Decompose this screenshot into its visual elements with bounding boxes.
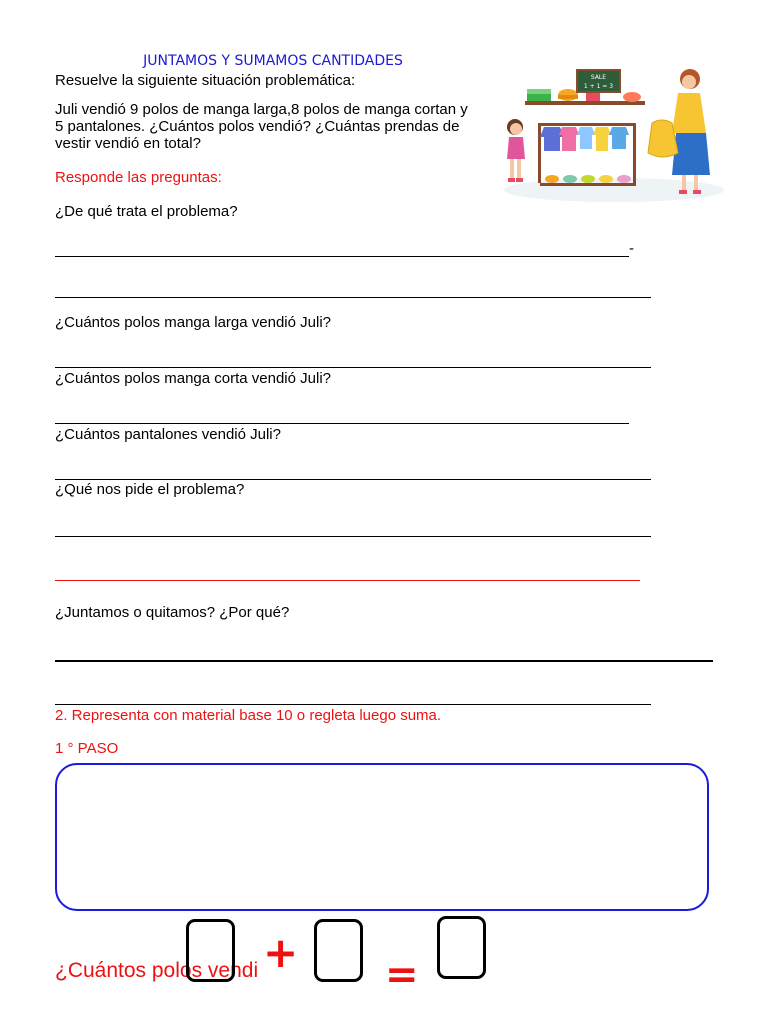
woman-skirt bbox=[672, 133, 710, 175]
hanging-shirt-blue bbox=[540, 127, 564, 151]
result-box[interactable] bbox=[437, 916, 486, 979]
section-2-heading: 2. Representa con material base 10 o regleta luego suma. bbox=[55, 707, 442, 724]
shoe-3 bbox=[581, 175, 595, 183]
question-6: ¿Juntamos o quitamos? ¿Por qué? bbox=[55, 604, 290, 621]
instruction-text: Resuelve la siguiente situación problemática: bbox=[55, 72, 356, 89]
hanging-shirt-pink bbox=[559, 127, 579, 151]
hanging-shirt-teal bbox=[609, 127, 629, 149]
woman-top bbox=[672, 93, 706, 133]
shoe-5 bbox=[617, 175, 631, 183]
woman-leg-left bbox=[682, 175, 686, 191]
worksheet-title: JUNTAMOS Y SUMAMOS CANTIDADES bbox=[143, 53, 403, 69]
hanging-shirt-yellow bbox=[593, 127, 611, 151]
answer-line-1[interactable] bbox=[55, 256, 629, 257]
question-3: ¿Cuántos polos manga corta vendió Juli? bbox=[55, 370, 331, 387]
bottom-question: ¿Cuántos polos vendi bbox=[55, 959, 259, 982]
shoe-2 bbox=[563, 175, 577, 183]
addend-box-1[interactable] bbox=[186, 919, 235, 982]
clothes-rail bbox=[538, 123, 636, 126]
answer-line-2[interactable] bbox=[55, 297, 651, 298]
hat-brim bbox=[558, 95, 578, 99]
hanging-shirt-lightblue bbox=[577, 127, 595, 149]
addend-box-2[interactable] bbox=[314, 919, 363, 982]
clothing-store-illustration bbox=[500, 65, 728, 205]
folded-shirt-light bbox=[527, 89, 551, 94]
problem-line-1: Juli vendió 9 polos de manga larga,8 polos de manga cortan y bbox=[55, 101, 468, 118]
question-4: ¿Cuántos pantalones vendió Juli? bbox=[55, 426, 281, 443]
sale-sign-top: SALE bbox=[590, 74, 607, 81]
girl-face bbox=[510, 123, 522, 135]
shoe-1 bbox=[545, 175, 559, 183]
sale-sign-bottom: 1 + 1 = 3 bbox=[583, 83, 614, 90]
woman-shoe-right bbox=[693, 190, 701, 194]
plus-sign: + bbox=[263, 928, 299, 977]
answer-line-dash: - bbox=[629, 240, 634, 257]
girl-leg-right bbox=[517, 159, 521, 179]
hat-coral bbox=[623, 92, 641, 102]
bottom-shelf bbox=[540, 183, 636, 186]
woman-shoe-left bbox=[679, 190, 687, 194]
question-1: ¿De qué trata el problema? bbox=[55, 203, 238, 220]
woman-leg-right bbox=[694, 175, 698, 191]
responde-heading: Responde las preguntas: bbox=[55, 169, 222, 186]
question-5: ¿Qué nos pide el problema? bbox=[55, 481, 245, 498]
answer-line-3[interactable] bbox=[55, 367, 651, 368]
top-shelf bbox=[525, 101, 645, 105]
answer-line-6[interactable] bbox=[55, 536, 651, 537]
girl-dress bbox=[507, 137, 525, 159]
problem-line-3: vestir vendió en total? bbox=[55, 135, 201, 152]
folded-shirt-green bbox=[527, 93, 551, 101]
rack-post-right bbox=[633, 123, 636, 183]
girl-leg-left bbox=[510, 159, 514, 179]
floor-shadow bbox=[504, 178, 724, 202]
equals-sign: = bbox=[385, 952, 419, 998]
question-2: ¿Cuántos polos manga larga vendió Juli? bbox=[55, 314, 331, 331]
paso-label: 1 ° PASO bbox=[55, 740, 119, 757]
answer-line-4[interactable] bbox=[55, 423, 629, 424]
answer-line-7[interactable] bbox=[55, 660, 713, 662]
answer-line-8[interactable] bbox=[55, 704, 651, 705]
girl-shoe-right bbox=[516, 178, 523, 182]
woman-face bbox=[682, 75, 696, 89]
shoe-4 bbox=[599, 175, 613, 183]
rack-post-left bbox=[538, 123, 541, 183]
representation-box[interactable] bbox=[55, 763, 709, 911]
problem-line-2: 5 pantalones. ¿Cuántos polos vendió? ¿Cuántas prendas de bbox=[55, 118, 460, 135]
answer-line-red[interactable] bbox=[55, 580, 640, 581]
girl-shoe-left bbox=[508, 178, 515, 182]
answer-line-5[interactable] bbox=[55, 479, 651, 480]
folded-pink bbox=[586, 93, 600, 101]
